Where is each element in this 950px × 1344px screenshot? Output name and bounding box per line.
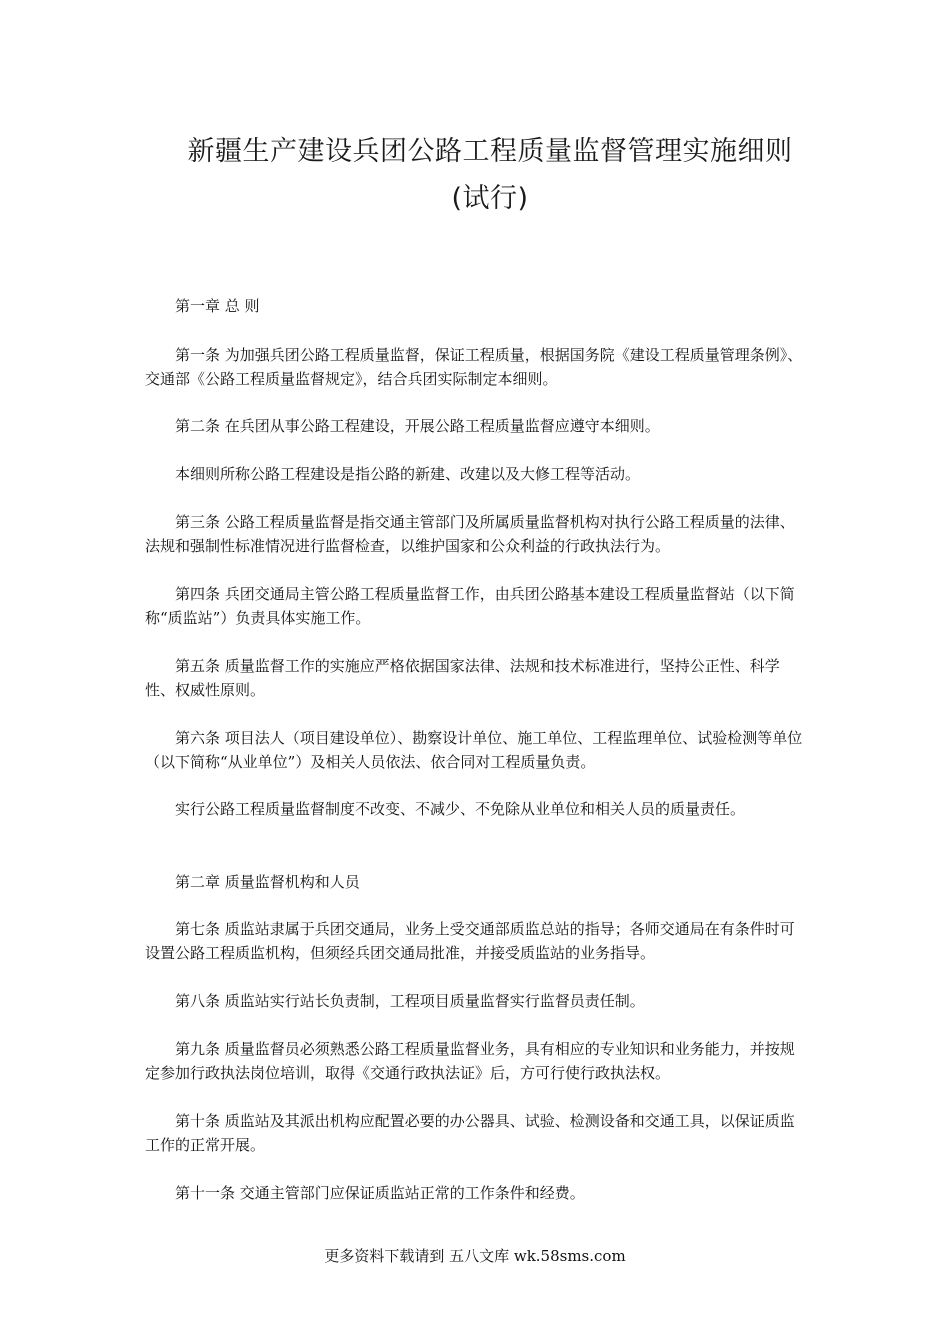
- article-10: 第十条 质监站及其派出机构应配置必要的办公器具、试验、检测设备和交通工具，以保证质监工作的正常开展。: [145, 1112, 795, 1154]
- footer-link-text: 更多资料下载请到 五八文库 wk.58sms.com: [324, 1247, 626, 1265]
- chapter-2-heading: 第二章 质量监督机构和人员: [175, 873, 360, 891]
- article-2-note: 本细则所称公路工程建设是指公路的新建、改建以及大修工程等活动。: [175, 465, 641, 483]
- article-5: 第五条 质量监督工作的实施应严格依据国家法律、法规和技术标准进行，坚持公正性、科学性、权威性原则。: [145, 657, 780, 699]
- document-title: 新疆生产建设兵团公路工程质量监督管理实施细则: [187, 136, 793, 167]
- article-1: 第一条 为加强兵团公路工程质量监督，保证工程质量，根据国务院《建设工程质量管理条例》、交通部《公路工程质量监督规定》，结合兵团实际制定本细则。: [145, 346, 803, 388]
- article-11: 第十一条 交通主管部门应保证质监站正常的工作条件和经费。: [175, 1184, 585, 1202]
- article-6: 第六条 项目法人（项目建设单位）、勘察设计单位、施工单位、工程监理单位、试验检测等单位（以下简称“从业单位”）及相关人员依法、依合同对工程质量负责。: [145, 729, 803, 771]
- chapter-1-heading: 第一章 总 则: [175, 297, 260, 315]
- article-7: 第七条 质监站隶属于兵团交通局，业务上受交通部质监总站的指导；各师交通局在有条件时可设置公路工程质监机构，但须经兵团交通局批准，并接受质监站的业务指导。: [145, 920, 795, 962]
- article-2: 第二条 在兵团从事公路工程建设，开展公路工程质量监督应遵守本细则。: [175, 417, 660, 435]
- article-4: 第四条 兵团交通局主管公路工程质量监督工作，由兵团公路基本建设工程质量监督站（以下简称“质监站”）负责具体实施工作。: [145, 585, 795, 627]
- article-6-note: 实行公路工程质量监督制度不改变、不减少、不免除从业单位和相关人员的质量责任。: [175, 800, 746, 818]
- article-8: 第八条 质监站实行站长负责制，工程项目质量监督实行监督员责任制。: [175, 992, 645, 1010]
- article-9: 第九条 质量监督员必须熟悉公路工程质量监督业务，具有相应的专业知识和业务能力，并按规定参加行政执法岗位培训，取得《交通行政执法证》后，方可行使行政执法权。: [145, 1040, 795, 1082]
- document-subtitle: (试行): [451, 183, 529, 214]
- article-3: 第三条 公路工程质量监督是指交通主管部门及所属质量监督机构对执行公路工程质量的法律、法规和强制性标准情况进行监督检查，以维护国家和公众利益的行政执法行为。: [145, 513, 795, 555]
